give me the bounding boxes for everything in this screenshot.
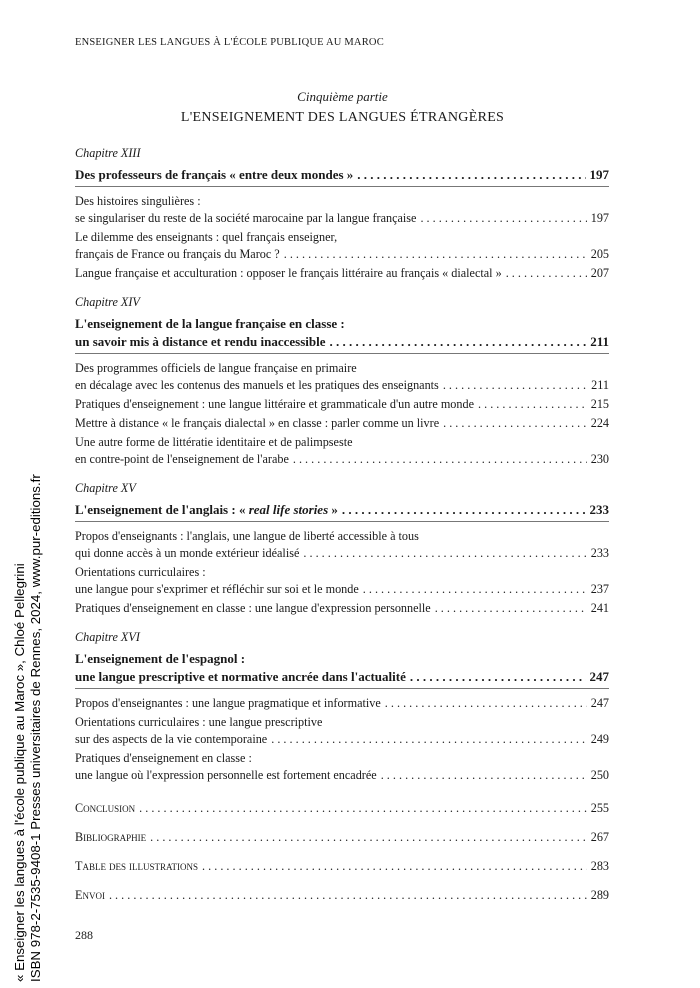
side-credit: [12, 474, 44, 982]
chapter-title[interactable]: [75, 315, 609, 354]
section-entry[interactable]: [75, 528, 609, 562]
section-entry[interactable]: [75, 600, 609, 617]
back-matter-line[interactable]: [75, 829, 609, 846]
chapter-title-line[interactable]: [75, 333, 609, 351]
entry-text: Des professeurs de français « entre deux mondes »: [75, 167, 354, 182]
section-entry[interactable]: [75, 714, 609, 748]
section-line: Orientations curriculaires :: [75, 565, 206, 579]
section-line: Propos d'enseignants : l'anglais, une langue de liberté accessible à tous: [75, 529, 419, 543]
chapter-title[interactable]: [75, 650, 609, 689]
chapter-block: [75, 630, 609, 784]
entry-text: Pratiques d'enseignement en classe : une langue d'expression personnelle: [75, 601, 431, 615]
dot-leader: [410, 668, 586, 686]
back-matter-line[interactable]: [75, 858, 609, 875]
chapter-title-line[interactable]: [75, 501, 609, 519]
entry-page: 233: [589, 502, 609, 517]
entry-page: 267: [590, 830, 609, 844]
section-entry[interactable]: [75, 193, 609, 227]
entry-page: 197: [590, 211, 609, 225]
entry-page: 247: [590, 696, 609, 710]
dot-leader: [293, 451, 587, 468]
dot-leader: [330, 333, 587, 351]
chapter-title-line: L'enseignement de la langue française en classe :: [75, 316, 345, 331]
entry-page: 283: [590, 859, 609, 873]
chapter-block: [75, 146, 609, 282]
chapter-number: Chapitre XVI: [75, 630, 140, 644]
chapter-title-line: L'enseignement de l'espagnol :: [75, 651, 246, 666]
entry-text: une langue pour s'exprimer et réfléchir sur soi et le monde: [75, 582, 359, 596]
section-entry[interactable]: [75, 265, 609, 282]
section-line[interactable]: [75, 600, 609, 617]
entry-text: une langue où l'expression personnelle est fortement encadrée: [75, 768, 377, 782]
entry-text: Pratiques d'enseignement : une langue littéraire et grammaticale d'un autre monde: [75, 397, 474, 411]
entry-text: Langue française et acculturation : opposer le français littéraire au français « dialectal »: [75, 266, 502, 280]
page-number: 288: [75, 928, 93, 942]
section-line[interactable]: [75, 581, 609, 598]
entry-text: en contre-point de l'enseignement de l'arabe: [75, 452, 289, 466]
dot-leader: [506, 265, 587, 282]
entry-page: 230: [590, 452, 609, 466]
dot-leader: [109, 887, 587, 904]
chapter-title-line[interactable]: [75, 166, 609, 184]
entry-text: qui donne accès à un monde extérieur idéalisé: [75, 546, 300, 560]
chapter-title[interactable]: [75, 166, 609, 187]
back-matter-entry[interactable]: [75, 829, 609, 846]
chapter-number: Chapitre XV: [75, 481, 136, 495]
section-line: Le dilemme des enseignants : quel français enseigner,: [75, 230, 338, 244]
dot-leader: [150, 829, 587, 846]
entry-page: 211: [590, 334, 609, 349]
section-line[interactable]: [75, 210, 609, 227]
section-line[interactable]: [75, 377, 609, 394]
section-entry[interactable]: [75, 750, 609, 784]
section-line: Orientations curriculaires : une langue prescriptive: [75, 715, 323, 729]
section-line: Des programmes officiels de langue française en primaire: [75, 361, 357, 375]
entry-page: 207: [590, 266, 609, 280]
section-entry[interactable]: [75, 360, 609, 394]
back-matter-entry[interactable]: [75, 800, 609, 817]
dot-leader: [435, 600, 587, 617]
entry-text: en décalage avec les contenus des manuels et les pratiques des enseignants: [75, 378, 439, 392]
section-entry[interactable]: [75, 434, 609, 468]
section-line[interactable]: [75, 545, 609, 562]
dot-leader: [357, 166, 585, 184]
entry-text: Table des illustrations: [75, 859, 199, 873]
chapter-number: Chapitre XIV: [75, 295, 140, 309]
entry-page: 249: [590, 732, 609, 746]
dot-leader: [385, 695, 587, 712]
chapter-title-line[interactable]: [75, 668, 609, 686]
dot-leader: [381, 767, 587, 784]
entry-text: sur des aspects de la vie contemporaine: [75, 732, 268, 746]
back-matter-line[interactable]: [75, 800, 609, 817]
entry-page: 255: [590, 801, 609, 815]
entry-page: 197: [589, 167, 609, 182]
chapter-number: Chapitre XIII: [75, 146, 141, 160]
dot-leader: [202, 858, 587, 875]
entry-page: 224: [590, 416, 609, 430]
dot-leader: [284, 246, 587, 263]
dot-leader: [139, 800, 587, 817]
running-head: ENSEIGNER LES LANGUES À L'ÉCOLE PUBLIQUE AU MAROC: [75, 37, 384, 48]
back-matter-entry[interactable]: [75, 887, 609, 904]
section-line[interactable]: [75, 731, 609, 748]
dot-leader: [443, 415, 587, 432]
dot-leader: [303, 545, 586, 562]
entry-page: 289: [590, 888, 609, 902]
dot-leader: [478, 396, 587, 413]
entry-text: Conclusion: [75, 801, 136, 815]
section-entry[interactable]: [75, 396, 609, 413]
section-entry[interactable]: [75, 564, 609, 598]
section-entry[interactable]: [75, 229, 609, 263]
section-line[interactable]: [75, 265, 609, 282]
chapter-title[interactable]: [75, 501, 609, 522]
section-line: Une autre forme de littératie identitaire et de palimpseste: [75, 435, 353, 449]
entry-page: 250: [590, 768, 609, 782]
entry-page: 247: [589, 669, 609, 684]
back-matter: [75, 800, 609, 904]
entry-text: français de France ou français du Maroc ?: [75, 247, 280, 261]
chapter-block: [75, 295, 609, 468]
entry-text: L'enseignement de l'anglais : « real life stories »: [75, 502, 338, 517]
entry-text: Mettre à distance « le français dialectal » en classe : parler comme un livre: [75, 416, 440, 430]
side-credit-line-1: « Enseigner les langues à l'école publique au Maroc », Chloé Pellegrini: [12, 563, 27, 982]
section-entry[interactable]: [75, 415, 609, 432]
section-line[interactable]: [75, 695, 609, 712]
section-line[interactable]: [75, 246, 609, 263]
entry-text: se singulariser du reste de la société marocaine par la langue française: [75, 211, 417, 225]
entry-page: 211: [591, 378, 609, 392]
dot-leader: [363, 581, 587, 598]
dot-leader: [420, 210, 586, 227]
entry-page: 237: [590, 582, 609, 596]
dot-leader: [443, 377, 587, 394]
back-matter-line[interactable]: [75, 887, 609, 904]
part-title: L'ENSEIGNEMENT DES LANGUES ÉTRANGÈRES: [180, 110, 505, 125]
entry-text: une langue prescriptive et normative ancrée dans l'actualité: [75, 669, 406, 684]
section-line[interactable]: [75, 767, 609, 784]
back-matter-entry[interactable]: [75, 858, 609, 875]
section-line: Des histoires singulières :: [75, 194, 201, 208]
entry-text: Bibliographie: [75, 830, 147, 844]
entry-page: 233: [590, 546, 609, 560]
section-entry[interactable]: [75, 695, 609, 712]
entry-page: 215: [590, 397, 609, 411]
entry-text: Propos d'enseignantes : une langue pragmatique et informative: [75, 696, 381, 710]
section-line: Pratiques d'enseignement en classe :: [75, 751, 252, 765]
entry-text: Envoi: [75, 888, 105, 902]
table-of-contents: [75, 146, 609, 916]
entry-page: 205: [590, 247, 609, 261]
entry-text: un savoir mis à distance et rendu inaccessible: [75, 334, 326, 349]
section-line[interactable]: [75, 396, 609, 413]
section-line[interactable]: [75, 415, 609, 432]
dot-leader: [271, 731, 586, 748]
chapter-block: [75, 481, 609, 617]
dot-leader: [342, 501, 586, 519]
part-label: Cinquième partie: [297, 89, 388, 104]
section-line[interactable]: [75, 451, 609, 468]
entry-page: 241: [590, 601, 609, 615]
side-credit-line-2: ISBN 978-2-7535-9408-1 Presses universitaires de Rennes, 2024, www.pur-editions.fr: [28, 474, 43, 982]
